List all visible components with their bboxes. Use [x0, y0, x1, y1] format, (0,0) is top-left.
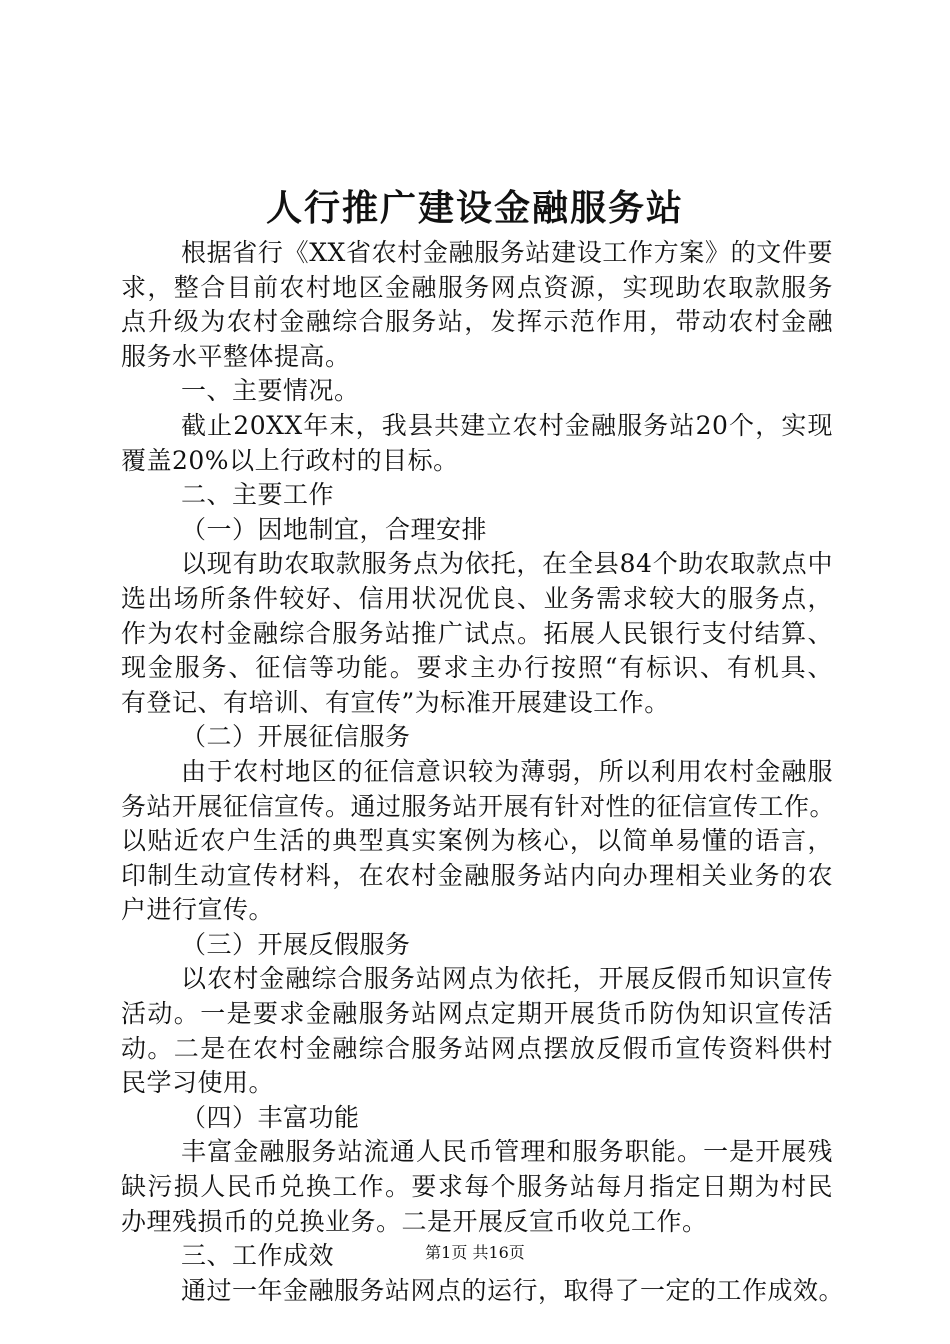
body-line: 服务水平整体提高。 — [121, 341, 351, 371]
body-line: 覆盖20%以上行政村的目标。 — [121, 445, 459, 475]
subsection-heading: （一）因地制宜，合理安排 — [181, 514, 488, 544]
body-line: 作为农村金融综合服务站推广试点。拓展人民银行支付结算、 — [121, 618, 833, 648]
section-heading: 二、主要工作 — [181, 480, 335, 510]
body-line: 以现有助农取款服务点为依托，在全县84个助农取款点中 — [181, 549, 833, 579]
page-title: 人行推广建设金融服务站 — [265, 187, 684, 229]
body-line: 点升级为农村金融综合服务站，发挥示范作用，带动农村金融 — [121, 307, 833, 337]
section-heading: 一、主要情况。 — [181, 376, 360, 406]
body-line: 求，整合目前农村地区金融服务网点资源，实现助农取款服务 — [121, 272, 833, 302]
subsection-heading: （三）开展反假服务 — [181, 929, 411, 959]
body-line: 以贴近农户生活的典型真实案例为核心，以简单易懂的语言， — [121, 826, 833, 856]
section-heading: 三、工作成效 — [181, 1241, 335, 1271]
page-footer: 第1页 共16页 — [425, 1243, 525, 1262]
body-line: 由于农村地区的征信意识较为薄弱，所以利用农村金融服 — [181, 756, 833, 786]
body-line: 以农村金融综合服务站网点为依托，开展反假币知识宣传 — [181, 964, 833, 994]
document-body — [121, 236, 845, 1308]
body-line: 户进行宣传。 — [121, 895, 275, 925]
subsection-heading: （二）开展征信服务 — [181, 722, 411, 752]
body-line: 办理残损币的兑换业务。二是开展反宣币收兑工作。 — [121, 1206, 708, 1236]
body-line: 印制生动宣传材料，在农村金融服务站内向办理相关业务的农 — [121, 860, 833, 890]
body-line: 通过一年金融服务站网点的运行，取得了一定的工作成效。 — [181, 1275, 845, 1305]
body-line: 动。二是在农村金融综合服务站网点摆放反假币宣传资料供村 — [121, 1033, 833, 1063]
body-line: 现金服务、征信等功能。要求主办行按照“有标识、有机具、 — [121, 653, 833, 683]
body-line: 缺污损人民币兑换工作。要求每个服务站每月指定日期为村民 — [121, 1172, 833, 1202]
body-line: 选出场所条件较好、信用状况优良、业务需求较大的服务点， — [121, 583, 833, 613]
body-line: 活动。一是要求金融服务站网点定期开展货币防伪知识宣传活 — [121, 999, 833, 1029]
body-line: 根据省行《XX省农村金融服务站建设工作方案》的文件要 — [181, 238, 833, 267]
body-line: 务站开展征信宣传。通过服务站开展有针对性的征信宣传工作。 — [121, 791, 836, 821]
subsection-heading: （四）丰富功能 — [181, 1102, 360, 1132]
body-line: 民学习使用。 — [121, 1068, 275, 1098]
body-line: 有登记、有培训、有宣传”为标准开展建设工作。 — [121, 687, 670, 717]
body-line: 截止20XX年末，我县共建立农村金融服务站20个，实现 — [181, 410, 833, 440]
body-line: 丰富金融服务站流通人民币管理和服务职能。一是开展残 — [181, 1137, 833, 1167]
